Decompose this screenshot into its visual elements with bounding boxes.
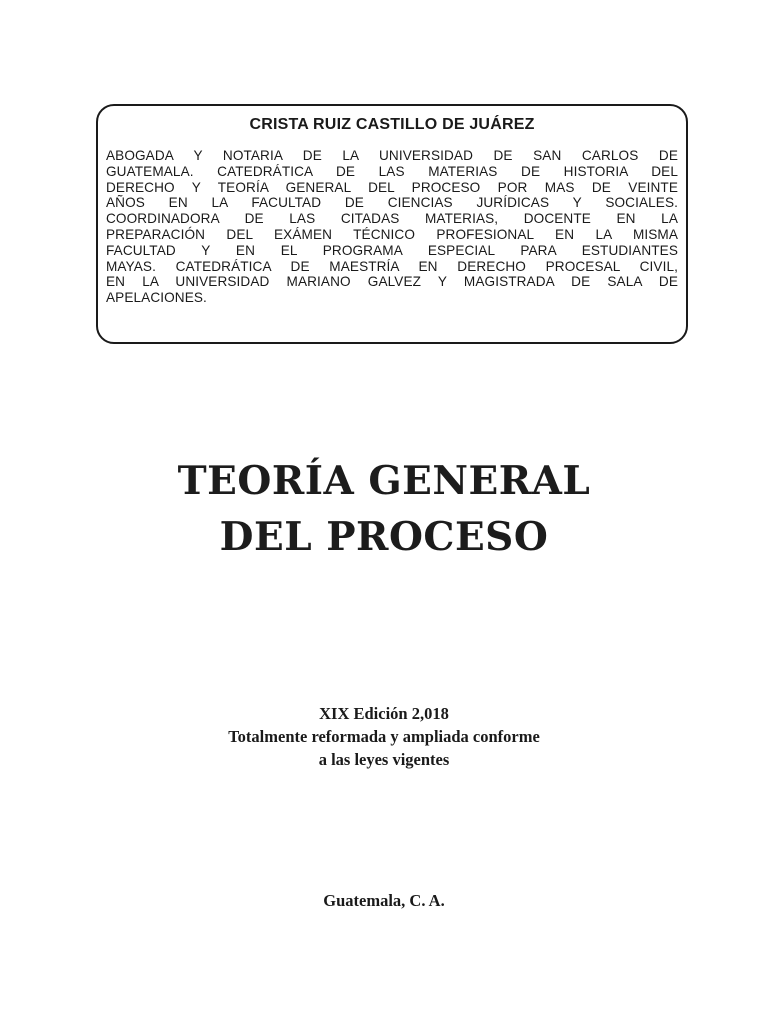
bio-line: PREPARACIÓN DEL EXÁMEN TÉCNICO PROFESIONAL EN LA MISMA	[106, 226, 678, 242]
bio-line: FACULTAD Y EN EL PROGRAMA ESPECIAL PARA ESTUDIANTES	[106, 242, 678, 258]
book-title	[0, 453, 768, 565]
bio-line: AÑOS EN LA FACULTAD DE CIENCIAS JURÍDICAS Y SOCIALES.	[106, 195, 678, 211]
bio-line: MAYAS. CATEDRÁTICA DE MAESTRÍA EN DERECHO PROCESAL CIVIL,	[106, 258, 678, 274]
publication-place: Guatemala, C. A.	[323, 891, 445, 910]
bio-line: COORDINADORA DE LAS CITADAS MATERIAS, DOCENTE EN LA	[106, 211, 678, 227]
author-box	[96, 104, 688, 344]
bio-line: ABOGADA Y NOTARIA DE LA UNIVERSIDAD DE SAN CARLOS DE	[106, 148, 678, 163]
author-name: CRISTA RUIZ CASTILLO DE JUÁREZ	[249, 116, 535, 133]
bio-line: GUATEMALA. CATEDRÁTICA DE LAS MATERIAS DE HISTORIA DEL	[106, 163, 678, 179]
edition-note-line: a las leyes vigentes	[318, 750, 450, 769]
bio-line: APELACIONES.	[106, 290, 207, 306]
bio-line: DERECHO Y TEORÍA GENERAL DEL PROCESO POR MAS DE VEINTE	[106, 179, 678, 195]
edition-note-line: Totalmente reformada y ampliada conforme	[228, 727, 540, 746]
book-title-line-1: TEORÍA GENERAL	[177, 458, 591, 504]
book-title-line-2: DEL PROCESO	[219, 514, 549, 560]
bio-line: EN LA UNIVERSIDAD MARIANO GALVEZ Y MAGISTRADA DE SALA DE	[106, 274, 678, 290]
edition-line: XIX Edición 2,018	[319, 704, 449, 723]
